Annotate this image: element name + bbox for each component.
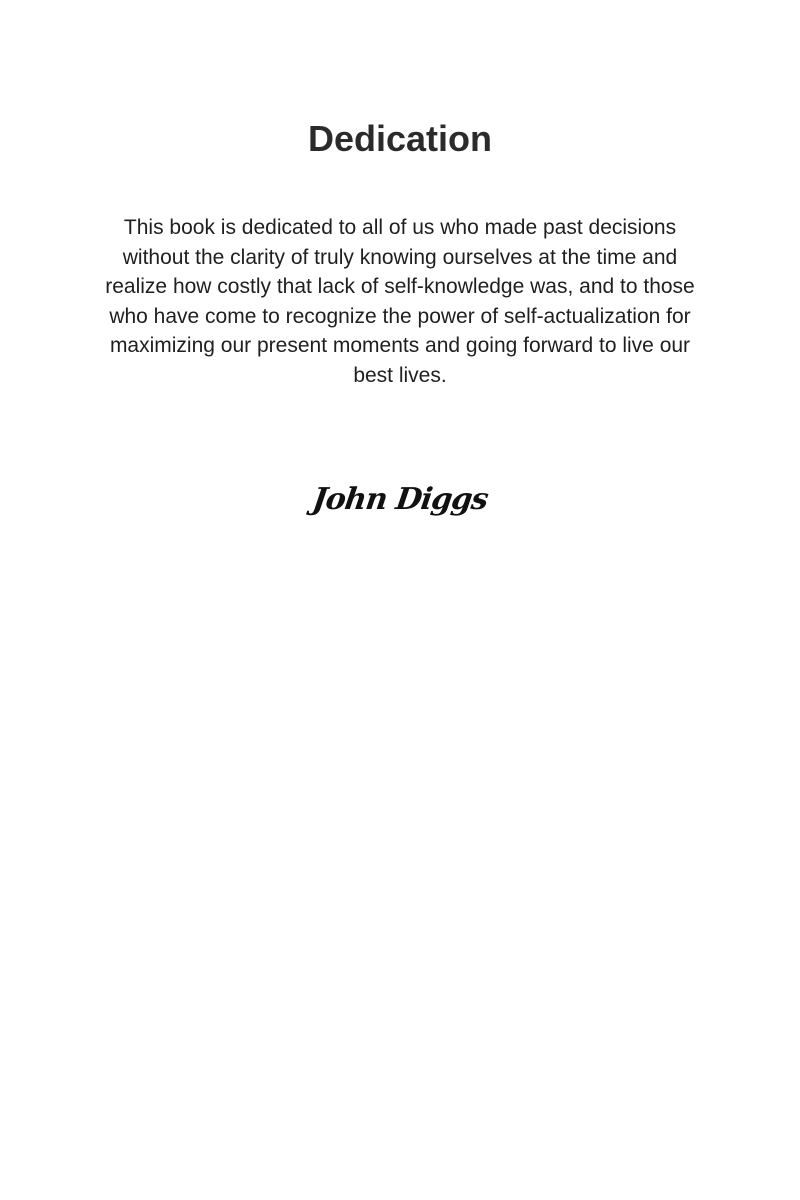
dedication-text: This book is dedicated to all of us who made past decisions without the clarity of truly knowing ourselves at the time and realize how costly that lack of self-knowledge was, and to those who have come to recognize the power of self-actualization for maximizing our present moments and going forward to live our best lives. (105, 216, 695, 387)
author-signature: John Diggs (310, 482, 490, 517)
page-title: Dedication (307, 118, 493, 159)
